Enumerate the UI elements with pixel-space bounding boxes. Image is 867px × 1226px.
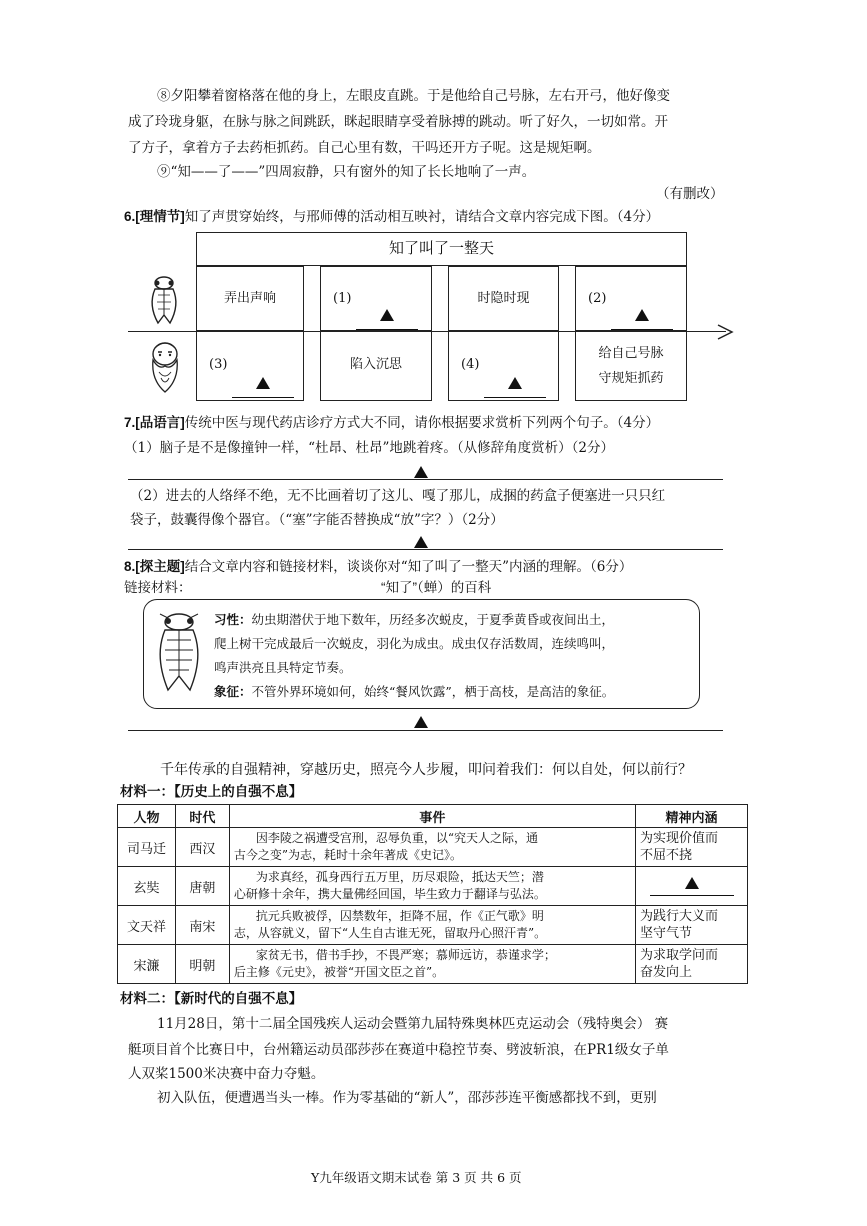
- material2-p1-line3: 人双桨1500米决赛中奋力夺魁。: [128, 1066, 325, 1082]
- table-row: [118, 828, 748, 867]
- habit-line2: 爬上树干完成最后一次蜕皮，羽化为成虫。成虫仅存活数周，连续鸣叫，: [214, 636, 615, 651]
- event-cell: 因李陵之祸遭受宫刑，忍辱负重，以“究天人之际，通 古今之变”为志，耗时十余年著成《史记》。: [229, 828, 635, 867]
- spirit-answer-cell[interactable]: [636, 867, 748, 906]
- material2-title: 材料二：【新时代的自强不息】: [120, 991, 303, 1006]
- blank-3-answer[interactable]: [232, 377, 294, 398]
- material1-title: 材料一：【历史上的自强不息】: [120, 784, 303, 799]
- habit-line1: 幼虫期潜伏于地下数年，历经多次蜕皮，于夏季黄昏或夜间出土，: [251, 612, 615, 627]
- history-table: [117, 804, 748, 984]
- event-cell: 为求真经，孤身西行五万里，历尽艰险，抵达天竺；潜 心研修十余年，携大量佛经回国，毕生致力于翻译与弘法。: [229, 867, 635, 906]
- story-p8-line1: ⑧夕阳攀着窗格落在他的身上，左眼皮直跳。于是他给自己号脉，左右开弓，他好像变: [157, 88, 670, 104]
- link-title: “知了”（蝉）的百科: [381, 580, 492, 595]
- q8-tag: 8.[探主题]: [124, 559, 185, 574]
- cicada-illustration-icon: [150, 610, 208, 694]
- era-cell: 南宋: [175, 906, 229, 945]
- blank-4-triangle-icon: [508, 377, 522, 389]
- person-cell: 司马迁: [118, 828, 176, 867]
- era-cell: 明朝: [175, 945, 229, 984]
- old-man-icon: [145, 340, 185, 396]
- blank-1-answer[interactable]: [356, 309, 418, 330]
- material2-p2: 初入队伍，便遭遇当头一棒。作为零基础的“新人”，邵莎莎连平衡感都找不到，更别: [157, 1090, 657, 1106]
- top-cell-3-text: 时隐时现: [477, 291, 530, 306]
- bottom-cell-4-line1: 给自己号脉: [598, 346, 664, 361]
- material2-p1-line2: 艇项目首个比赛日中，台州籍运动员邵莎莎在赛道中稳控节奏、劈波斩浪，在PR1级女子单: [128, 1042, 669, 1058]
- top-cell-4: [575, 266, 687, 331]
- intro-text: 千年传承的自强精神，穿越历史，照亮今人步履，叩问着我们：何以自处，何以前行？: [160, 761, 692, 777]
- header-event: 事件: [229, 805, 635, 828]
- bottom-cell-4-line2: 守规矩抓药: [598, 371, 664, 386]
- habit-line3: 鸣声洪亮且具特定节奏。: [214, 660, 352, 675]
- q8-text: 结合文章内容和链接材料，谈谈你对“知了叫了一整天”内涵的理解。（6分）: [184, 559, 633, 575]
- bottom-cell-4-text: [576, 332, 686, 391]
- top-cell-2: [320, 266, 432, 331]
- top-cell-1: [196, 266, 304, 331]
- habit-label: 习性：: [214, 613, 252, 627]
- cicada-icon: [146, 275, 182, 327]
- q6-tag: 6.[理情节]: [124, 209, 185, 224]
- top-cell-2-text: [321, 267, 431, 330]
- symbol-label: 象征：: [214, 685, 252, 699]
- blank-3-triangle-icon: [256, 377, 270, 389]
- header-person: 人物: [118, 805, 176, 828]
- header-spirit: 精神内涵: [636, 805, 748, 828]
- event-cell: 家贫无书，借书手抄，不畏严寒；慕师远访，恭谨求学； 后主修《元史》，被誉“开国文臣之首”。: [229, 945, 635, 984]
- diagram-title: 知了叫了一整天: [196, 232, 687, 266]
- bottom-cell-1: [196, 331, 304, 401]
- q7-text: 传统中医与现代药店诊疗方式大不同，请你根据要求赏析下列两个句子。（4分）: [184, 415, 660, 431]
- era-cell: 唐朝: [175, 867, 229, 906]
- story-p9: ⑨“知——了——”四周寂静，只有窗外的知了长长地响了一声。: [157, 164, 536, 180]
- link-label: 链接材料：: [124, 580, 192, 596]
- page-footer: Y九年级语文期末试卷 第 3 页 共 6 页: [311, 1170, 522, 1185]
- table-row: [118, 945, 748, 984]
- bottom-cell-2: [320, 331, 432, 401]
- top-cell-4-text: [576, 267, 686, 330]
- link-material-box: [143, 599, 700, 709]
- table-row: [118, 906, 748, 945]
- table-row: [118, 867, 748, 906]
- q7-2-answer-triangle-icon: [414, 536, 428, 548]
- habit-block: [214, 608, 614, 704]
- bottom-cell-2-text: 陷入沉思: [349, 357, 402, 372]
- q7-sentence-1: （1）脑子是不是像撞钟一样，“杜昂、杜昂”地跳着疼。（从修辞角度赏析）（2分）: [124, 440, 614, 456]
- blank-1-label: (1): [333, 291, 352, 306]
- spirit-cell: 为践行大义而 坚守气节: [636, 906, 748, 945]
- q7-1-answer-triangle-icon: [414, 466, 428, 478]
- person-cell: 文天祥: [118, 906, 176, 945]
- story-p8-line2: 成了玲珑身躯，在脉与脉之间跳跃，眯起眼睛享受着脉搏的跳动。听了好久，一切如常。开: [128, 114, 668, 130]
- q6-text: 知了声贯穿始终，与邢师傅的活动相互映衬，请结合文章内容完成下图。（4分）: [184, 209, 660, 225]
- material2-p1-line1: 11月28日，第十二届全国残疾人运动会暨第九届特殊奥林匹克运动会（残特奥会） 赛: [157, 1016, 669, 1032]
- q8-answer-triangle-icon: [414, 716, 428, 728]
- blank-2-triangle-icon: [635, 309, 649, 321]
- blank-2-label: (2): [588, 291, 607, 306]
- blank-4-label: (4): [461, 357, 480, 372]
- spirit-triangle-icon: [685, 877, 699, 889]
- event-cell: 抗元兵败被俘，囚禁数年，拒降不屈，作《正气歌》明 志，从容就义，留下“人生自古谁无死，留取丹心照汗青”。: [229, 906, 635, 945]
- q7-sentence-2-line2: 袋子，鼓囊得像个器官。（“塞”字能否替换成“放”字？）（2分）: [130, 512, 504, 528]
- top-cell-3: [448, 266, 559, 331]
- bottom-cell-1-text: [197, 332, 303, 398]
- q8-answer-line[interactable]: [128, 730, 723, 731]
- q8-stem: [124, 555, 632, 579]
- q7-tag: 7.[品语言]: [124, 415, 185, 430]
- top-cell-1-text: 弄出声响: [223, 291, 276, 306]
- blank-4-answer[interactable]: [484, 377, 546, 398]
- q7-2-answer-line[interactable]: [128, 549, 723, 550]
- q7-sentence-2-line1: （2）进去的人络绎不绝，无不比画着切了这儿、嘎了那儿，成捆的药盒子便塞进一只只红: [130, 488, 666, 504]
- q7-stem: [124, 411, 659, 435]
- q6-stem: [124, 205, 659, 229]
- era-cell: 西汉: [175, 828, 229, 867]
- story-p8-line3: 了方子，拿着方子去药柜抓药。自己心里有数，干吗还开方子呢。这是规矩啊。: [128, 140, 601, 156]
- spirit-answer-line[interactable]: [650, 877, 734, 896]
- blank-1-triangle-icon: [380, 309, 394, 321]
- blank-3-label: (3): [209, 357, 228, 372]
- blank-2-answer[interactable]: [611, 309, 673, 330]
- spirit-cell: 为求取学问而 奋发向上: [636, 945, 748, 984]
- spirit-cell: 为实现价值而 不屈不挠: [636, 828, 748, 867]
- q7-1-answer-line[interactable]: [128, 479, 723, 480]
- table-header-row: [118, 805, 748, 828]
- person-cell: 玄奘: [118, 867, 176, 906]
- bottom-cell-3-text: [449, 332, 558, 398]
- person-cell: 宋濂: [118, 945, 176, 984]
- source-note: （有删改）: [656, 186, 724, 202]
- bottom-cell-4: [575, 331, 687, 401]
- header-era: 时代: [175, 805, 229, 828]
- symbol-text: 不管外界环境如何，始终“餐风饮露”，栖于高枝，是高洁的象征。: [251, 684, 615, 699]
- bottom-cell-3: [448, 331, 559, 401]
- timeline-arrow-icon: [716, 323, 736, 341]
